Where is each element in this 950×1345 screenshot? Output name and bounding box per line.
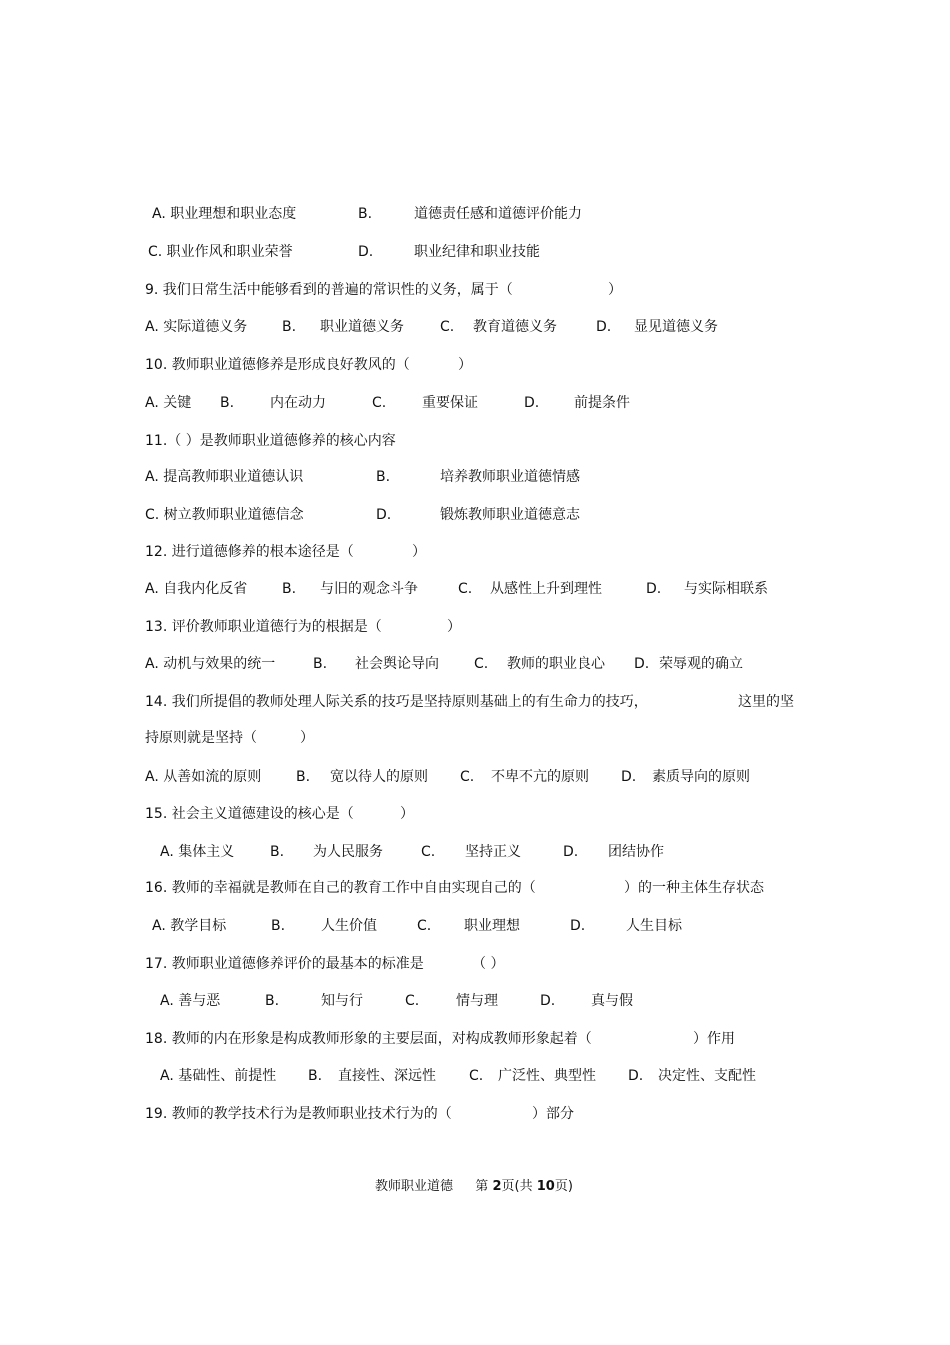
line-text: 坚持正义 bbox=[465, 844, 521, 860]
line-text: C. bbox=[460, 769, 475, 785]
line-text: 从感性上升到理性 bbox=[490, 581, 602, 597]
line-text: 教师的职业良心 bbox=[507, 656, 605, 672]
line-text: ）作用 bbox=[693, 1031, 735, 1047]
footer-page-prefix: 第 bbox=[475, 1179, 489, 1194]
line-text: 宽以待人的原则 bbox=[330, 769, 428, 785]
line-text: 培养教师职业道德情感 bbox=[440, 469, 580, 485]
line-text: ） bbox=[608, 282, 622, 298]
line-text: D. bbox=[563, 844, 579, 860]
line-text: B. bbox=[265, 993, 280, 1009]
line-text: A. 关键 bbox=[145, 395, 192, 411]
line-text: C. bbox=[405, 993, 420, 1009]
line-text: 人生价值 bbox=[321, 918, 377, 934]
line-text: 不卑不亢的原则 bbox=[491, 769, 589, 785]
line-text: C. bbox=[458, 581, 473, 597]
line-text: B. bbox=[296, 769, 311, 785]
line-text: A. 基础性、前提性 bbox=[160, 1068, 277, 1084]
line-text: 14. 我们所提倡的教师处理人际关系的技巧是坚持原则基础上的有生命力的技巧， bbox=[145, 694, 648, 710]
line-text: 广泛性、典型性 bbox=[498, 1068, 596, 1084]
line-text: 重要保证 bbox=[422, 395, 478, 411]
line-text: 锻炼教师职业道德意志 bbox=[440, 507, 580, 523]
line-text: D. bbox=[570, 918, 586, 934]
line-text: D. bbox=[596, 319, 612, 335]
line-text: A. 教学目标 bbox=[152, 918, 227, 934]
line-text: C. bbox=[417, 918, 432, 934]
line-text: ）的一种主体生存状态 bbox=[624, 880, 764, 896]
line-text: D. bbox=[621, 769, 637, 785]
line-text: 17. 教师职业道德修养评价的最基本的标准是 bbox=[145, 956, 424, 972]
line-text: D. bbox=[634, 656, 650, 672]
line-text: 前提条件 bbox=[574, 395, 630, 411]
line-text: 10. 教师职业道德修养是形成良好教风的（ bbox=[145, 357, 410, 373]
line-text: D. bbox=[524, 395, 540, 411]
line-text: C. bbox=[440, 319, 455, 335]
line-text: 知与行 bbox=[321, 993, 363, 1009]
line-text: 13. 评价教师职业道德行为的根据是（ bbox=[145, 619, 382, 635]
line-text: 这里的坚 bbox=[738, 694, 794, 710]
line-text: 道德责任感和道德评价能力 bbox=[414, 206, 582, 222]
line-text: A. 动机与效果的统一 bbox=[145, 656, 276, 672]
page-footer bbox=[375, 1178, 573, 1196]
line-text: 职业道德义务 bbox=[320, 319, 404, 335]
line-text: D. bbox=[376, 507, 392, 523]
line-text: 职业理想 bbox=[464, 918, 520, 934]
line-text: 直接性、深远性 bbox=[338, 1068, 436, 1084]
line-text: B. bbox=[282, 319, 297, 335]
line-text: 18. 教师的内在形象是构成教师形象的主要层面，对构成教师形象起着（ bbox=[145, 1031, 592, 1047]
line-text: D. bbox=[358, 244, 374, 260]
line-text: 荣辱观的确立 bbox=[659, 656, 743, 672]
line-text: B. bbox=[270, 844, 285, 860]
line-text: 素质导向的原则 bbox=[652, 769, 750, 785]
line-text: ） bbox=[400, 806, 414, 822]
line-text: 人生目标 bbox=[626, 918, 682, 934]
line-text: 12. 进行道德修养的根本途径是（ bbox=[145, 544, 354, 560]
line-text: 决定性、支配性 bbox=[658, 1068, 756, 1084]
line-text: C. 树立教师职业道德信念 bbox=[145, 507, 304, 523]
line-text: 团结协作 bbox=[608, 844, 664, 860]
line-text: A. 自我内化反省 bbox=[145, 581, 248, 597]
line-text: ） bbox=[412, 544, 426, 560]
line-text: A. 实际道德义务 bbox=[145, 319, 248, 335]
line-text: D. bbox=[540, 993, 556, 1009]
line-text: 与旧的观念斗争 bbox=[320, 581, 418, 597]
line-text: B. bbox=[358, 206, 373, 222]
line-text: 19. 教师的教学技术行为是教师职业技术行为的（ bbox=[145, 1106, 452, 1122]
line-text: C. bbox=[421, 844, 436, 860]
line-text: D. bbox=[646, 581, 662, 597]
line-text: 社会舆论导向 bbox=[355, 656, 439, 672]
line-text: ） bbox=[458, 357, 472, 373]
line-text: ） bbox=[300, 730, 314, 746]
line-text: C. bbox=[469, 1068, 484, 1084]
line-text: 职业纪律和职业技能 bbox=[414, 244, 540, 260]
line-text: A. 职业理想和职业态度 bbox=[152, 206, 297, 222]
line-text: A. 从善如流的原则 bbox=[145, 769, 262, 785]
line-text: C. bbox=[372, 395, 387, 411]
line-text: B. bbox=[376, 469, 391, 485]
line-text: B. bbox=[220, 395, 235, 411]
line-text: 为人民服务 bbox=[313, 844, 383, 860]
footer-page-suffix: 页) bbox=[554, 1179, 573, 1194]
line-text: （ ） bbox=[472, 956, 505, 972]
line-text: A. 善与恶 bbox=[160, 993, 221, 1009]
line-text: 与实际相联系 bbox=[684, 581, 768, 597]
footer-page-number: 2 bbox=[492, 1179, 502, 1194]
footer-page-mid: 页(共 bbox=[501, 1179, 533, 1194]
line-text: B. bbox=[313, 656, 328, 672]
line-text: 持原则就是坚持（ bbox=[145, 730, 257, 746]
line-text: 内在动力 bbox=[270, 395, 326, 411]
line-text: C. bbox=[474, 656, 489, 672]
line-text: 16. 教师的幸福就是教师在自己的教育工作中自由实现自己的（ bbox=[145, 880, 536, 896]
line-text: A. 集体主义 bbox=[160, 844, 235, 860]
line-text: ）部分 bbox=[532, 1106, 574, 1122]
line-text: 情与理 bbox=[456, 993, 498, 1009]
line-text: 9. 我们日常生活中能够看到的普遍的常识性的义务，属于（ bbox=[145, 282, 513, 298]
line-text: 教育道德义务 bbox=[473, 319, 557, 335]
line-text: 显见道德义务 bbox=[634, 319, 718, 335]
footer-course: 教师职业道德 bbox=[375, 1179, 454, 1194]
line-text: 11.（ ）是教师职业道德修养的核心内容 bbox=[145, 433, 396, 449]
line-text: B. bbox=[271, 918, 286, 934]
line-text: 15. 社会主义道德建设的核心是（ bbox=[145, 806, 354, 822]
line-text: B. bbox=[282, 581, 297, 597]
line-text: ） bbox=[447, 619, 461, 635]
line-text: B. bbox=[308, 1068, 323, 1084]
line-text: C. 职业作风和职业荣誉 bbox=[148, 244, 293, 260]
line-text: 真与假 bbox=[591, 993, 633, 1009]
footer-total-pages: 10 bbox=[536, 1179, 555, 1194]
line-text: D. bbox=[628, 1068, 644, 1084]
line-text: A. 提高教师职业道德认识 bbox=[145, 469, 304, 485]
